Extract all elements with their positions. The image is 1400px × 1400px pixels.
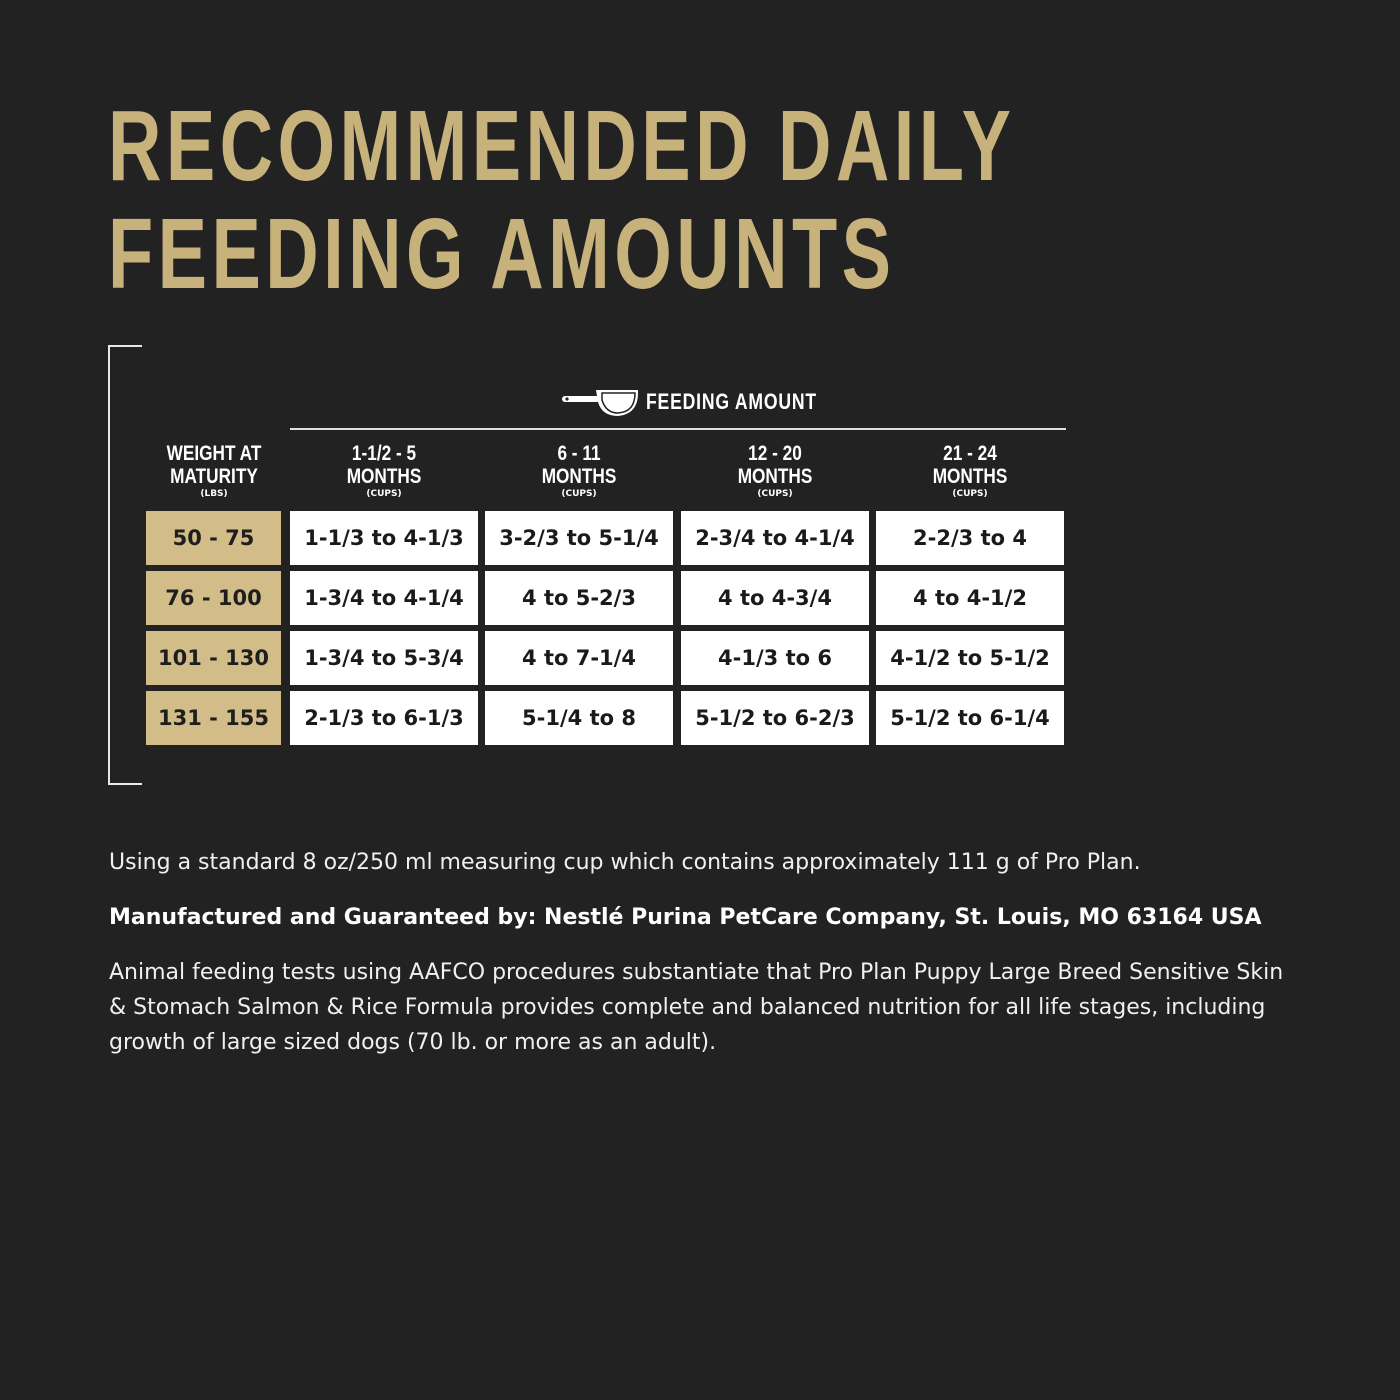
feeding-cell: 3-2/3 to 5-1/4 — [485, 511, 673, 565]
feeding-cell: 1-3/4 to 4-1/4 — [290, 571, 478, 625]
feeding-cell: 4-1/3 to 6 — [681, 631, 869, 685]
feeding-cell: 5-1/2 to 6-2/3 — [681, 691, 869, 745]
feeding-cell: 1-3/4 to 5-3/4 — [290, 631, 478, 685]
age-column-header: 6 - 11 MONTHS (CUPS) — [541, 442, 617, 499]
measuring-note: Using a standard 8 oz/250 ml measuring cup which contains approximately 111 g of Pro Plan. — [109, 850, 1141, 875]
age-column-header: 1-1/2 - 5 MONTHS (CUPS) — [346, 442, 422, 499]
age-column-header: 21 - 24 MONTHS (CUPS) — [932, 442, 1008, 499]
feeding-cell: 4-1/2 to 5-1/2 — [876, 631, 1064, 685]
feeding-cell: 4 to 4-3/4 — [681, 571, 869, 625]
feeding-cell: 4 to 7-1/4 — [485, 631, 673, 685]
feeding-cell: 4 to 5-2/3 — [485, 571, 673, 625]
age-column-header: 12 - 20 MONTHS (CUPS) — [737, 442, 813, 499]
weight-cell: 131 - 155 — [146, 691, 281, 745]
title-line-2: FEEDING AMOUNTS — [108, 198, 896, 310]
feeding-amount-header — [560, 384, 860, 420]
weight-cell: 101 - 130 — [146, 631, 281, 685]
feeding-cell: 5-1/4 to 8 — [485, 691, 673, 745]
feeding-cell: 5-1/2 to 6-1/4 — [876, 691, 1064, 745]
page-title — [108, 92, 1015, 308]
feeding-cell: 2-2/3 to 4 — [876, 511, 1064, 565]
measuring-scoop-icon — [560, 384, 640, 420]
title-line-1: RECOMMENDED DAILY — [108, 90, 1016, 202]
feeding-cell: 1-1/3 to 4-1/3 — [290, 511, 478, 565]
manufacturer-note: Manufactured and Guaranteed by: Nestlé Purina PetCare Company, St. Louis, MO 63164 USA — [109, 905, 1262, 930]
feeding-cell: 2-1/3 to 6-1/3 — [290, 691, 478, 745]
weight-column-header: WEIGHT AT MATURITY (LBS) — [166, 442, 262, 499]
feeding-amount-label: FEEDING AMOUNT — [646, 389, 817, 414]
aafco-statement: Animal feeding tests using AAFCO procedures substantiate that Pro Plan Puppy Large Breed Sensitive Skin & Stomach Salmon & Rice Formula provides complete and balanced nutrition for all life stages, including growth of large sized dogs (70 lb. or more as an adult). — [109, 960, 1284, 1055]
feeding-cell: 4 to 4-1/2 — [876, 571, 1064, 625]
weight-cell: 76 - 100 — [146, 571, 281, 625]
feeding-amount-rule — [290, 428, 1066, 430]
feeding-cell: 2-3/4 to 4-1/4 — [681, 511, 869, 565]
table-bracket — [108, 345, 142, 785]
weight-cell: 50 - 75 — [146, 511, 281, 565]
